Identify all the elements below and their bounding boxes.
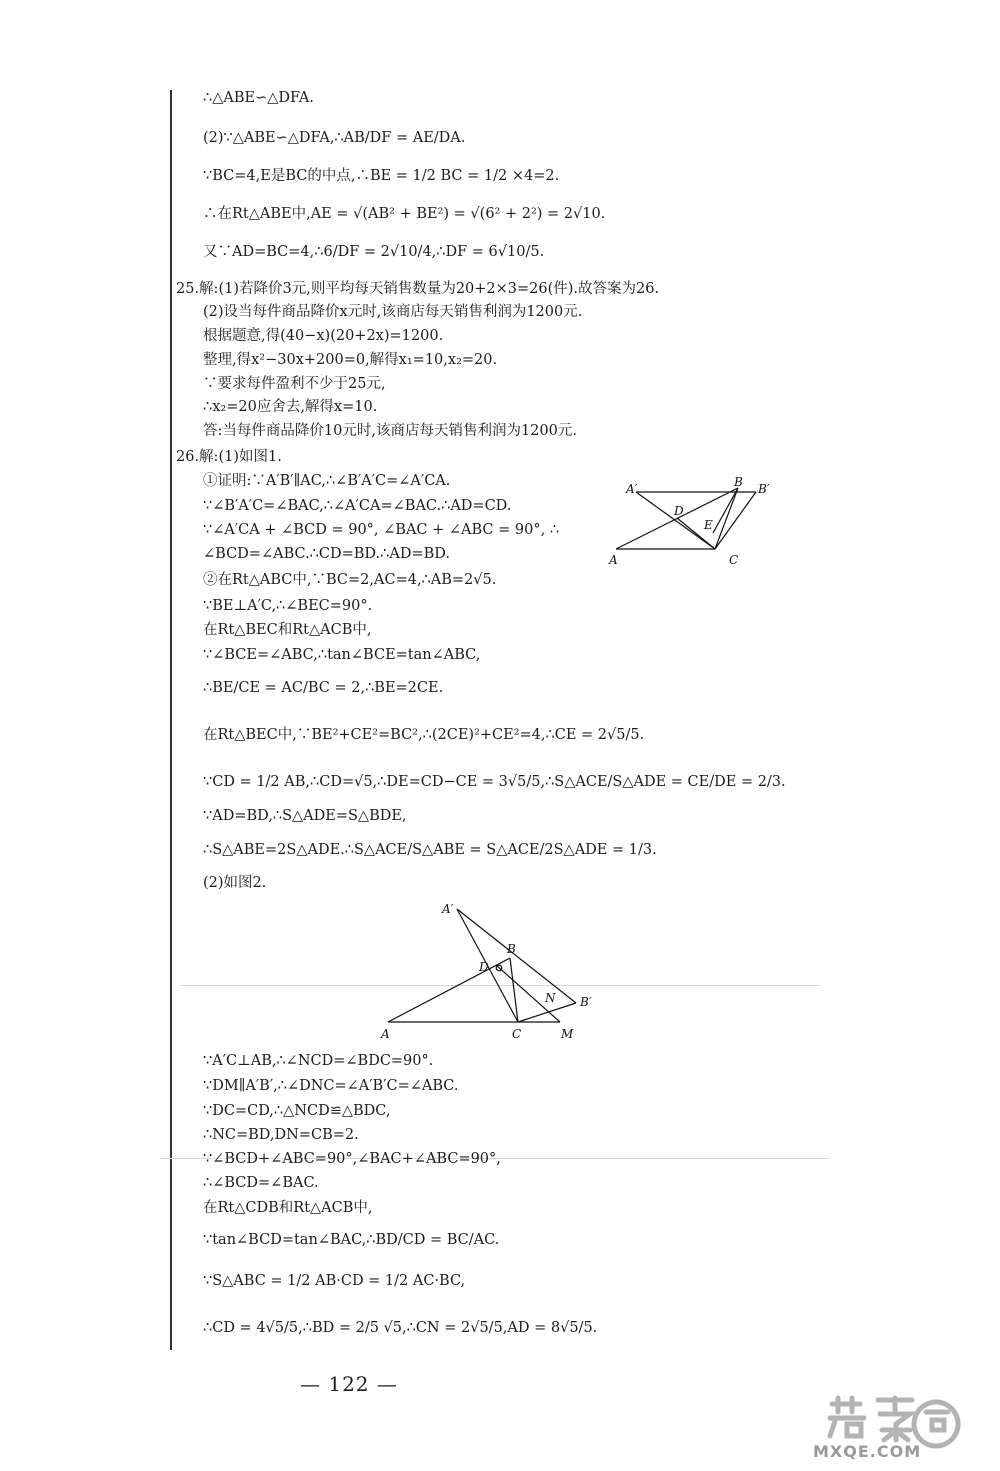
segment-A-prime-B-prime bbox=[457, 909, 576, 1003]
text-line: ∵∠A′CA + ∠BCD = 90°, ∠BAC + ∠ABC = 90°, ∴ bbox=[203, 522, 560, 538]
text-line: ②在Rt△ABC中,∵BC=2,AC=4,∴AB=2√5. bbox=[203, 572, 497, 588]
point-label: A bbox=[381, 1027, 390, 1041]
segment-AB bbox=[388, 958, 510, 1022]
text-line: ∵∠B′A′C=∠BAC,∴∠A′CA=∠BAC.∴AD=CD. bbox=[203, 498, 512, 514]
text-line: 又∵AD=BC=4,∴6/DF = 2√10/4,∴DF = 6√10/5. bbox=[203, 244, 545, 260]
point-label: D bbox=[674, 504, 684, 518]
text-line: ∵BC=4,E是BC的中点,∴BE = 1/2 BC = 1/2 ×4=2. bbox=[203, 168, 560, 184]
text-line: ①证明:∵A′B′∥AC,∴∠B′A′C=∠A′CA. bbox=[203, 473, 451, 489]
text-line: ∵DC=CD,∴△NCD≌△BDC, bbox=[203, 1103, 391, 1119]
text-line: ∴CD = 4√5/5,∴BD = 2/5 √5,∴CN = 2√5/5,AD = 8√5/5. bbox=[203, 1320, 598, 1336]
text-line: ∴NC=BD,DN=CB=2. bbox=[203, 1127, 359, 1143]
geometry-figure-2 bbox=[378, 898, 598, 1048]
page-number: — 122 — bbox=[300, 1372, 398, 1396]
text-line: (2)∵△ABE∽△DFA,∴AB/DF = AE/DA. bbox=[203, 130, 466, 146]
point-label: A′ bbox=[442, 902, 454, 916]
text-line: ∵∠BCE=∠ABC,∴tan∠BCE=tan∠ABC, bbox=[203, 647, 481, 663]
margin-rule bbox=[170, 90, 172, 1350]
text-line: 根据题意,得(40−x)(20+2x)=1200. bbox=[203, 328, 444, 344]
text-line: 25.解:(1)若降价3元,则平均每天销售数量为20+2×3=26(件).故答案为26. bbox=[176, 281, 660, 297]
text-line: ∵BE⊥A′C,∴∠BEC=90°. bbox=[203, 598, 373, 614]
segment-B-prime-C bbox=[715, 492, 756, 549]
text-line: 在Rt△BEC和Rt△ACB中, bbox=[203, 622, 372, 638]
segment-B-prime-C bbox=[518, 1003, 576, 1022]
text-line: ∵AD=BD,∴S△ADE=S△BDE, bbox=[203, 808, 407, 824]
point-label: B′ bbox=[758, 482, 770, 496]
text-line: ∵A′C⊥AB,∴∠NCD=∠BDC=90°. bbox=[203, 1053, 434, 1069]
geometry-figure-1 bbox=[604, 476, 794, 572]
point-label: A bbox=[609, 553, 618, 567]
text-line: ∵S△ABC = 1/2 AB·CD = 1/2 AC·BC, bbox=[203, 1273, 466, 1289]
text-line: ∵tan∠BCD=tan∠BAC,∴BD/CD = BC/AC. bbox=[203, 1232, 500, 1248]
text-line: ∴在Rt△ABE中,AE = √(AB² + BE²) = √(6² + 2²) = 2√10. bbox=[203, 206, 606, 222]
segment-BC bbox=[510, 958, 518, 1022]
text-line: ∴△ABE∽△DFA. bbox=[203, 90, 314, 106]
point-label: B bbox=[507, 942, 516, 956]
text-line: 在Rt△CDB和Rt△ACB中, bbox=[203, 1200, 373, 1216]
text-line: (2)如图2. bbox=[203, 875, 267, 891]
text-line: 在Rt△BEC中,∵BE²+CE²=BC²,∴(2CE)²+CE²=4,∴CE = 2√5/5. bbox=[203, 727, 645, 743]
text-line: ∴∠BCD=∠BAC. bbox=[203, 1175, 319, 1191]
point-label: D bbox=[479, 960, 489, 974]
text-line: ∵CD = 1/2 AB,∴CD=√5,∴DE=CD−CE = 3√5/5,∴S△ACE/S△ADE = CE/DE = 2/3. bbox=[203, 774, 786, 790]
text-line: ∴S△ABE=2S△ADE.∴S△ACE/S△ABE = S△ACE/2S△ADE = 1/3. bbox=[203, 842, 657, 858]
text-line: ∴x₂=20应舍去,解得x=10. bbox=[203, 399, 378, 415]
text-line: (2)设当每件商品降价x元时,该商店每天销售利润为1200元. bbox=[203, 304, 583, 320]
text-line: ∵∠BCD+∠ABC=90°,∠BAC+∠ABC=90°, bbox=[203, 1151, 501, 1167]
watermark-text: MXQE.COM bbox=[813, 1442, 922, 1461]
point-label: B′ bbox=[580, 995, 592, 1009]
point-label: N bbox=[545, 991, 556, 1005]
text-line: ∵要求每件盈利不少于25元, bbox=[203, 376, 386, 392]
point-label: E bbox=[704, 518, 713, 532]
point-label: C bbox=[512, 1027, 522, 1041]
text-line: ∠BCD=∠ABC.∴CD=BD.∴AD=BD. bbox=[203, 546, 450, 562]
text-line: ∵DM∥A′B′,∴∠DNC=∠A′B′C=∠ABC. bbox=[203, 1078, 459, 1094]
point-label: A′ bbox=[626, 482, 638, 496]
text-line: 26.解:(1)如图1. bbox=[176, 449, 282, 465]
text-line: 答:当每件商品降价10元时,该商店每天销售利润为1200元. bbox=[203, 423, 577, 439]
text-line: 整理,得x²−30x+200=0,解得x₁=10,x₂=20. bbox=[203, 352, 498, 368]
point-label: M bbox=[561, 1027, 574, 1041]
text-line: ∴BE/CE = AC/BC = 2,∴BE=2CE. bbox=[203, 680, 444, 696]
point-label: C bbox=[729, 553, 739, 567]
point-label: B bbox=[734, 476, 743, 489]
